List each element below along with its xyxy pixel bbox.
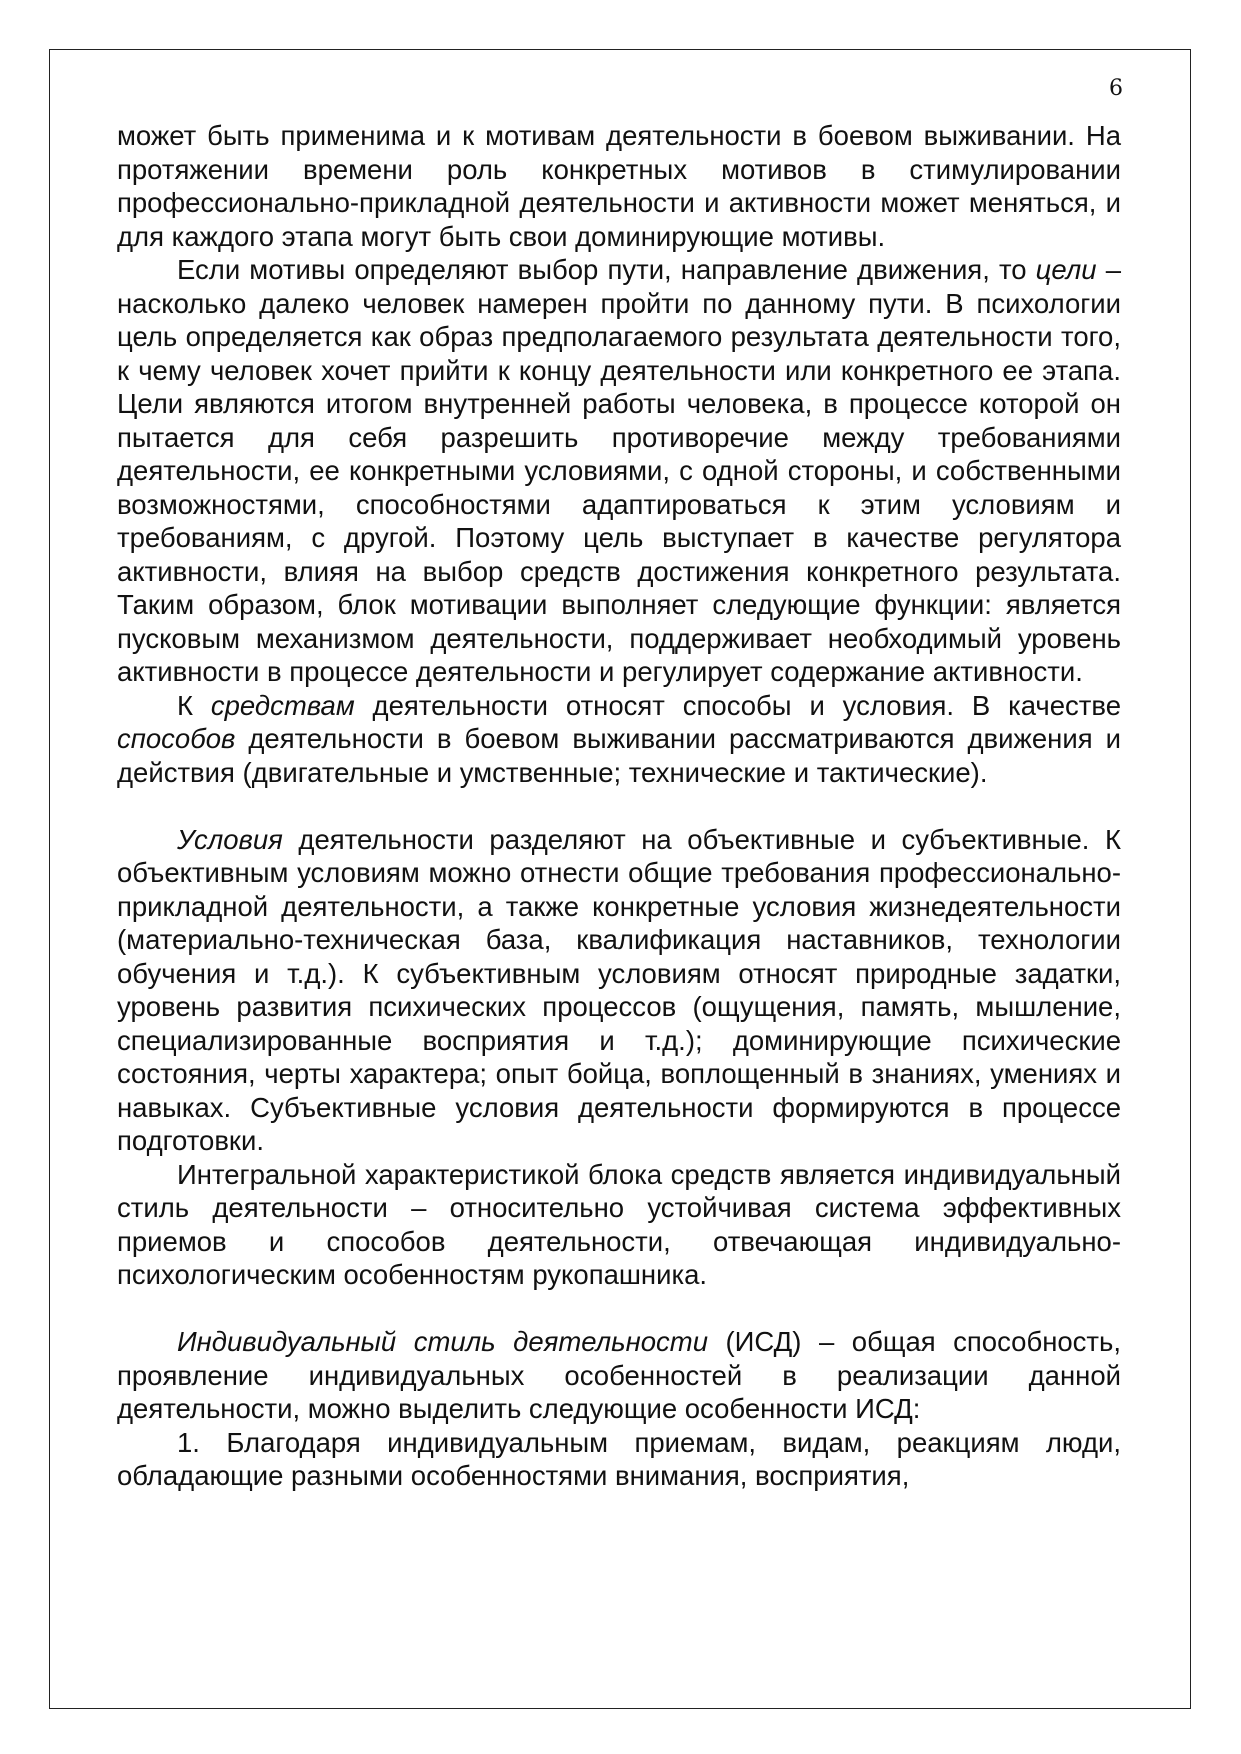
paragraph-means-lead: К — [177, 689, 211, 721]
paragraph-motives-continuation: может быть применима и к мотивам деятельности в боевом выживании. На протяжении времени роль конкретных мотивов в стимулировании профессионально-прикладной деятельности и активности может меняться, и для каждого этапа могут быть свои доминирующие мотивы. — [117, 120, 1121, 252]
term-conditions: Условия — [177, 823, 283, 855]
paragraph-goals-body: – насколько далеко человек намерен пройти по данному пути. В психологии цель определяется как образ предполагаемого результата деятельности того, к чему человек хочет прийти к концу деятельности или конкретного ее этапа. Цели являются итогом внутренней работы человека, в процессе которой он пытается для себя разрешить противоречие между требованиями деятельности, ее конкретными условиями, с одной стороны, и собственными возможностями, способностями адаптироваться к этим условиям и требованиям, с другой. Поэтому цель выступает в качестве регулятора активности, влияя на выбор средств достижения конкретного результата. Таким образом, блок мотивации выполняет следующие функции: является пусковым механизмом деятельности, поддерживает необходимый уровень активности в процессе деятельности и регулирует содержание активности. — [117, 254, 1121, 687]
paragraph-means-body: деятельности в боевом выживании рассматриваются движения и действия (двигательные и умственные; технические и тактические). — [117, 723, 1121, 788]
term-means: средствам — [210, 689, 355, 721]
paragraph-goals-lead: Если мотивы определяют выбор пути, направление движения, то — [177, 254, 1036, 285]
blank-line — [117, 1292, 1121, 1326]
paragraph-means — [117, 689, 1121, 790]
paragraph-integral-characteristic: Интегральной характеристикой блока средств является индивидуальный стиль деятельности – относительно устойчивая система эффективных приемов и способов деятельности, отвечающая индивидуально-психологическим особенностям рукопашника. — [117, 1158, 1121, 1290]
document-body — [117, 119, 1121, 1493]
paragraph-conditions — [117, 823, 1121, 1158]
paragraph-means-mid: деятельности относят способы и условия. В качестве — [354, 689, 1121, 721]
blank-line — [117, 789, 1121, 823]
term-methods: способов — [117, 723, 236, 754]
paragraph-conditions-body: деятельности разделяют на объективные и субъективные. К объективным условиям можно отнести общие требования профессионально-прикладной деятельности, а также конкретные условия жизнедеятельности (материально-техническая база, квалификация наставников, технологии обучения и т.д.). К субъективным условиям относят природные задатки, уровень развития психических процессов (ощущения, память, мышление, специализированные восприятия и т.д.); доминирующие психические состояния, черты характера; опыт бойца, воплощенный в знаниях, умениях и навыках. Субъективные условия деятельности формируются в процессе подготовки. — [117, 823, 1121, 1156]
paragraph-individual-style — [117, 1325, 1121, 1426]
list-item-1: 1. Благодаря индивидуальным приемам, видам, реакциям люди, обладающие разными особенностями внимания, восприятия, — [117, 1426, 1121, 1491]
term-individual-style: Индивидуальный стиль деятельности — [177, 1326, 708, 1357]
paragraph-individual-style-body: (ИСД) – общая способность, проявление индивидуальных особенностей в реализации данной деятельности, можно выделить следующие особенности ИСД: — [117, 1326, 1121, 1424]
term-goals: цели — [1035, 254, 1097, 285]
paragraph-goals — [117, 253, 1121, 689]
page-number: 6 — [1109, 76, 1123, 101]
